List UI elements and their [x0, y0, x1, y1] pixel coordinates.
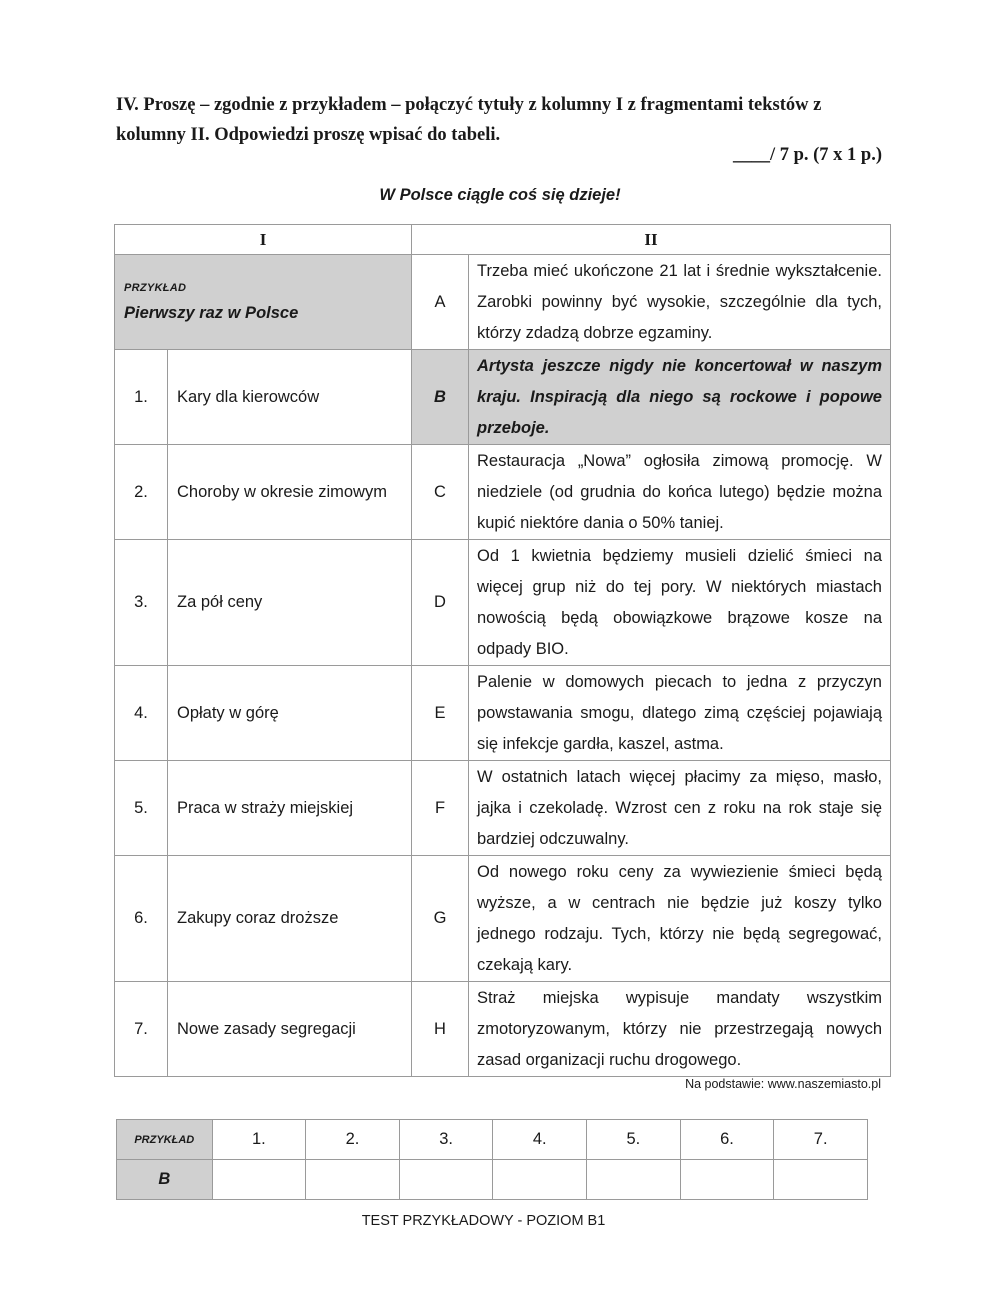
source-note: Na podstawie: www.naszemiasto.pl — [685, 1077, 881, 1091]
example-letter: A — [412, 255, 469, 350]
answer-grid — [116, 1119, 868, 1200]
row-number: 6. — [115, 856, 168, 982]
row-title: Zakupy coraz droższe — [168, 856, 412, 982]
answer-number: 3. — [399, 1120, 493, 1160]
example-text: Trzeba mieć ukończone 21 lat i średnie wykształcenie. Zarobki powinny być wysokie, szczególnie dla tych, którzy zdadzą dobrze egzaminy. — [469, 255, 891, 350]
answer-number: 4. — [493, 1120, 587, 1160]
row-title: Praca w straży miejskiej — [168, 761, 412, 856]
page-footer: TEST PRZYKŁADOWY - POZIOM B1 — [361, 1213, 606, 1229]
row-number: 5. — [115, 761, 168, 856]
row-title: Opłaty w górę — [168, 666, 412, 761]
example-label: PRZYKŁAD — [124, 281, 187, 294]
answer-number: 2. — [306, 1120, 400, 1160]
answer-cell[interactable] — [774, 1160, 868, 1200]
row-letter: C — [412, 445, 469, 540]
answer-cell[interactable] — [212, 1160, 306, 1200]
row-text: Restauracja „Nowa” ogłosiła zimową promocję. W niedziele (od grudnia do końca lutego) będzie można kupić niektóre dania o 50% taniej. — [469, 445, 891, 540]
row-title: Choroby w okresie zimowym — [168, 445, 412, 540]
column-ii-header: II — [412, 225, 891, 255]
example-title-cell — [115, 255, 412, 350]
answer-example-value: B — [117, 1160, 213, 1200]
row-text: Artysta jeszcze nigdy nie koncertował w naszym kraju. Inspiracją dla niego są rockowe i popowe przeboje. — [469, 350, 891, 445]
table-row — [115, 761, 891, 856]
row-text: Palenie w domowych piecach to jedna z przyczyn powstawania smogu, dlatego zimą częściej pojawiają się infekcje gardła, kaszel, astma. — [469, 666, 891, 761]
table-row — [115, 445, 891, 540]
row-letter: B — [412, 350, 469, 445]
column-i-header: I — [115, 225, 412, 255]
answer-number: 5. — [587, 1120, 681, 1160]
answer-number: 1. — [212, 1120, 306, 1160]
row-text: Od 1 kwietnia będziemy musieli dzielić śmieci na więcej grup niż do tej pory. W niektórych miastach nowością będą obowiązkowe brązowe kosze na odpady BIO. — [469, 540, 891, 666]
row-number: 4. — [115, 666, 168, 761]
points-score: ____/ 7 p. (7 x 1 p.) — [732, 145, 882, 165]
answer-cell[interactable] — [587, 1160, 681, 1200]
row-title: Kary dla kierowców — [168, 350, 412, 445]
example-title: Pierwszy raz w Polsce — [124, 303, 299, 322]
answer-cell[interactable] — [680, 1160, 774, 1200]
table-row — [115, 540, 891, 666]
row-text: Straż miejska wypisuje mandaty wszystkim zmotoryzowanym, którzy nie przestrzegają nowych zasad organizacji ruchu drogowego. — [469, 982, 891, 1077]
table-row — [115, 982, 891, 1077]
table-row — [115, 856, 891, 982]
row-text: W ostatnich latach więcej płacimy za mięso, masło, jajka i czekoladę. Wzrost cen z roku na rok staje się bardziej odczuwalny. — [469, 761, 891, 856]
row-title: Za pół ceny — [168, 540, 412, 666]
row-letter: D — [412, 540, 469, 666]
task-instruction: IV. Proszę – zgodnie z przykładem – połączyć tytuły z kolumny I z fragmentami tekstów z kolumny II. Odpowiedzi proszę wpisać do tabeli. — [116, 95, 822, 145]
table-row — [115, 666, 891, 761]
row-number: 7. — [115, 982, 168, 1077]
table-row — [115, 350, 891, 445]
row-title: Nowe zasady segregacji — [168, 982, 412, 1077]
row-text: Od nowego roku ceny za wywiezienie śmieci będą wyższe, a w centrach nie będzie już koszy tylko jednego rodzaju. Tych, którzy nie będą segregować, czekają kary. — [469, 856, 891, 982]
row-number: 1. — [115, 350, 168, 445]
text-set-title: W Polsce ciągle coś się dzieje! — [379, 186, 621, 204]
example-row — [115, 255, 891, 350]
row-letter: E — [412, 666, 469, 761]
answer-number: 7. — [774, 1120, 868, 1160]
row-letter: G — [412, 856, 469, 982]
answer-number: 6. — [680, 1120, 774, 1160]
row-number: 3. — [115, 540, 168, 666]
answer-cell[interactable] — [399, 1160, 493, 1200]
matching-table — [114, 224, 891, 1077]
answer-cell[interactable] — [306, 1160, 400, 1200]
answer-example-label: PRZYKŁAD — [117, 1120, 213, 1160]
row-number: 2. — [115, 445, 168, 540]
row-letter: H — [412, 982, 469, 1077]
row-letter: F — [412, 761, 469, 856]
answer-cell[interactable] — [493, 1160, 587, 1200]
